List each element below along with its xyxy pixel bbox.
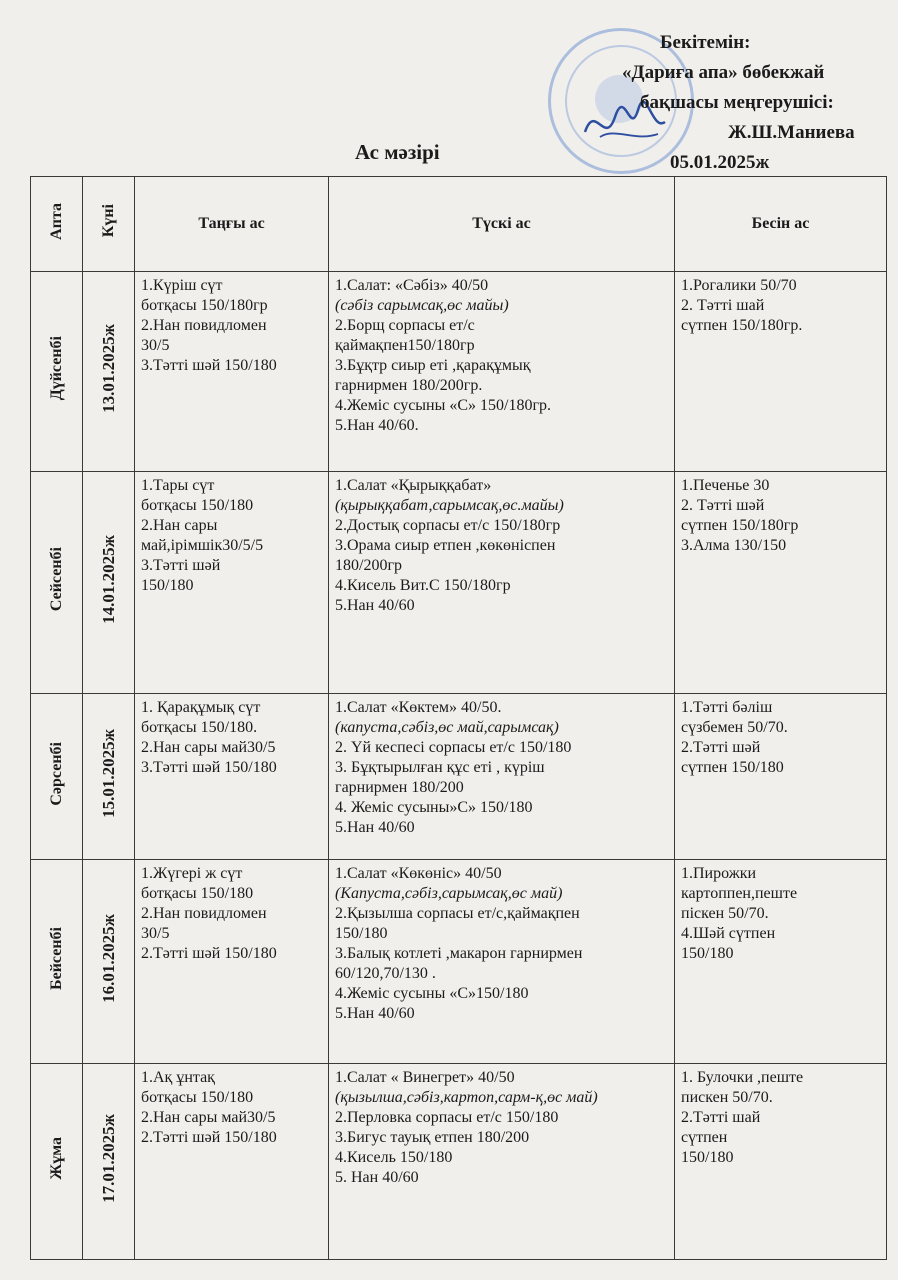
breakfast-cell: 1.Күріш сүт ботқасы 150/180гр 2.Нан повидломен 30/5 3.Тәтті шәй 150/180 (135, 272, 329, 472)
lunch-cell: 1.Салат: «Сәбіз» 40/50 (сәбіз сарымсақ,өс майы) 2.Борщ сорпасы ет/с қаймақпен150/180гр 3.Бұқтр сиыр еті ,қарақұмық гарнирмен 180/200гр. 4.Жеміс сусыны «С» 150/180гр. 5.Нан 40/60. (329, 272, 675, 472)
breakfast-cell: 1. Қарақұмық сүт ботқасы 150/180. 2.Нан сары май30/5 3.Тәтті шәй 150/180 (135, 694, 329, 860)
table-row (31, 860, 887, 1064)
table-row (31, 472, 887, 694)
weekday-label: Сейсенбі (47, 547, 65, 612)
weekday-label: Бейсенбі (47, 927, 65, 990)
snack-cell: 1.Печенье 30 2. Тәтті шәй сүтпен 150/180гр 3.Алма 130/150 (675, 472, 887, 694)
date-label: 16.01.2025ж (98, 914, 118, 1003)
table-row (31, 272, 887, 472)
weekday-label: Сәрсенбі (47, 741, 65, 806)
lunch-cell: 1.Салат «Көкөніс» 40/50 (Капуста,сәбіз,сарымсақ,өс май) 2.Қызылша сорпасы ет/с,қаймақпен 150/180 3.Балық котлеті ,макарон гарнирмен 60/120,70/130 . 4.Жеміс сусыны «С»150/180 5.Нан 40/60 (329, 860, 675, 1064)
lunch-cell: 1.Салат «Көктем» 40/50. (капуста,сәбіз,өс май,сарымсақ) 2. Үй кеспесі сорпасы ет/с 150/180 3. Бұқтырылған құс еті , күріш гарнирмен 180/200 4. Жеміс сусыны»С» 150/180 5.Нан 40/60 (329, 694, 675, 860)
table-row (31, 694, 887, 860)
lunch-cell: 1.Салат « Винегрет» 40/50 (қызылша,сәбіз,картоп,сарм-қ,өс май) 2.Перловка сорпасы ет/с 150/180 3.Бигус тауық етпен 180/200 4.Кисель 150/180 5. Нан 40/60 (329, 1064, 675, 1260)
approval-heading: Бекітемін: (660, 32, 751, 53)
lunch-cell: 1.Салат «Қырыққабат» (қырыққабат,сарымсақ,өс.майы) 2.Достық сорпасы ет/с 150/180гр 3.Орама сиыр етпен ,көкөніспен 180/200гр 4.Кисель Вит.С 150/180гр 5.Нан 40/60 (329, 472, 675, 694)
breakfast-cell: 1.Ақ ұнтақ ботқасы 150/180 2.Нан сары май30/5 2.Тәтті шәй 150/180 (135, 1064, 329, 1260)
approval-date: 05.01.2025ж (670, 152, 770, 173)
date-label: 15.01.2025ж (98, 729, 118, 818)
breakfast-cell: 1.Тары сүт ботқасы 150/180 2.Нан сары май,ірімшік30/5/5 3.Тәтті шәй 150/180 (135, 472, 329, 694)
header-day: Күні (83, 177, 135, 272)
breakfast-cell: 1.Жүгері ж сүт ботқасы 150/180 2.Нан повидломен 30/5 2.Тәтті шәй 150/180 (135, 860, 329, 1064)
date-label: 14.01.2025ж (98, 535, 118, 624)
table-row (31, 1064, 887, 1260)
approval-block (600, 28, 885, 178)
weekday-label: Жұма (47, 1137, 65, 1180)
header-week: Апта (31, 177, 83, 272)
approval-role: бақшасы меңгерушісі: (640, 92, 834, 113)
header-breakfast: Таңғы ас (135, 177, 329, 272)
weekday-label: Дүйсенбі (47, 336, 65, 401)
snack-cell: 1.Тәтті бәліш сүзбемен 50/70. 2.Тәтті шәй сүтпен 150/180 (675, 694, 887, 860)
date-label: 17.01.2025ж (98, 1114, 118, 1203)
page-title: Ас мәзірі (355, 140, 440, 164)
snack-cell: 1. Булочки ,пеште пискен 50/70. 2.Тәтті шай сүтпен 150/180 (675, 1064, 887, 1260)
date-label: 13.01.2025ж (98, 324, 118, 413)
header-lunch: Түскі ас (329, 177, 675, 272)
table-header-row (31, 177, 887, 272)
approval-org: «Дариға апа» бөбекжай (622, 62, 825, 83)
approval-name: Ж.Ш.Маниева (728, 122, 855, 143)
menu-table (30, 176, 887, 1260)
snack-cell: 1.Рогалики 50/70 2. Тәтті шай сүтпен 150/180гр. (675, 272, 887, 472)
snack-cell: 1.Пирожки картоппен,пеште піскен 50/70. 4.Шәй сүтпен 150/180 (675, 860, 887, 1064)
header-snack: Бесін ас (675, 177, 887, 272)
